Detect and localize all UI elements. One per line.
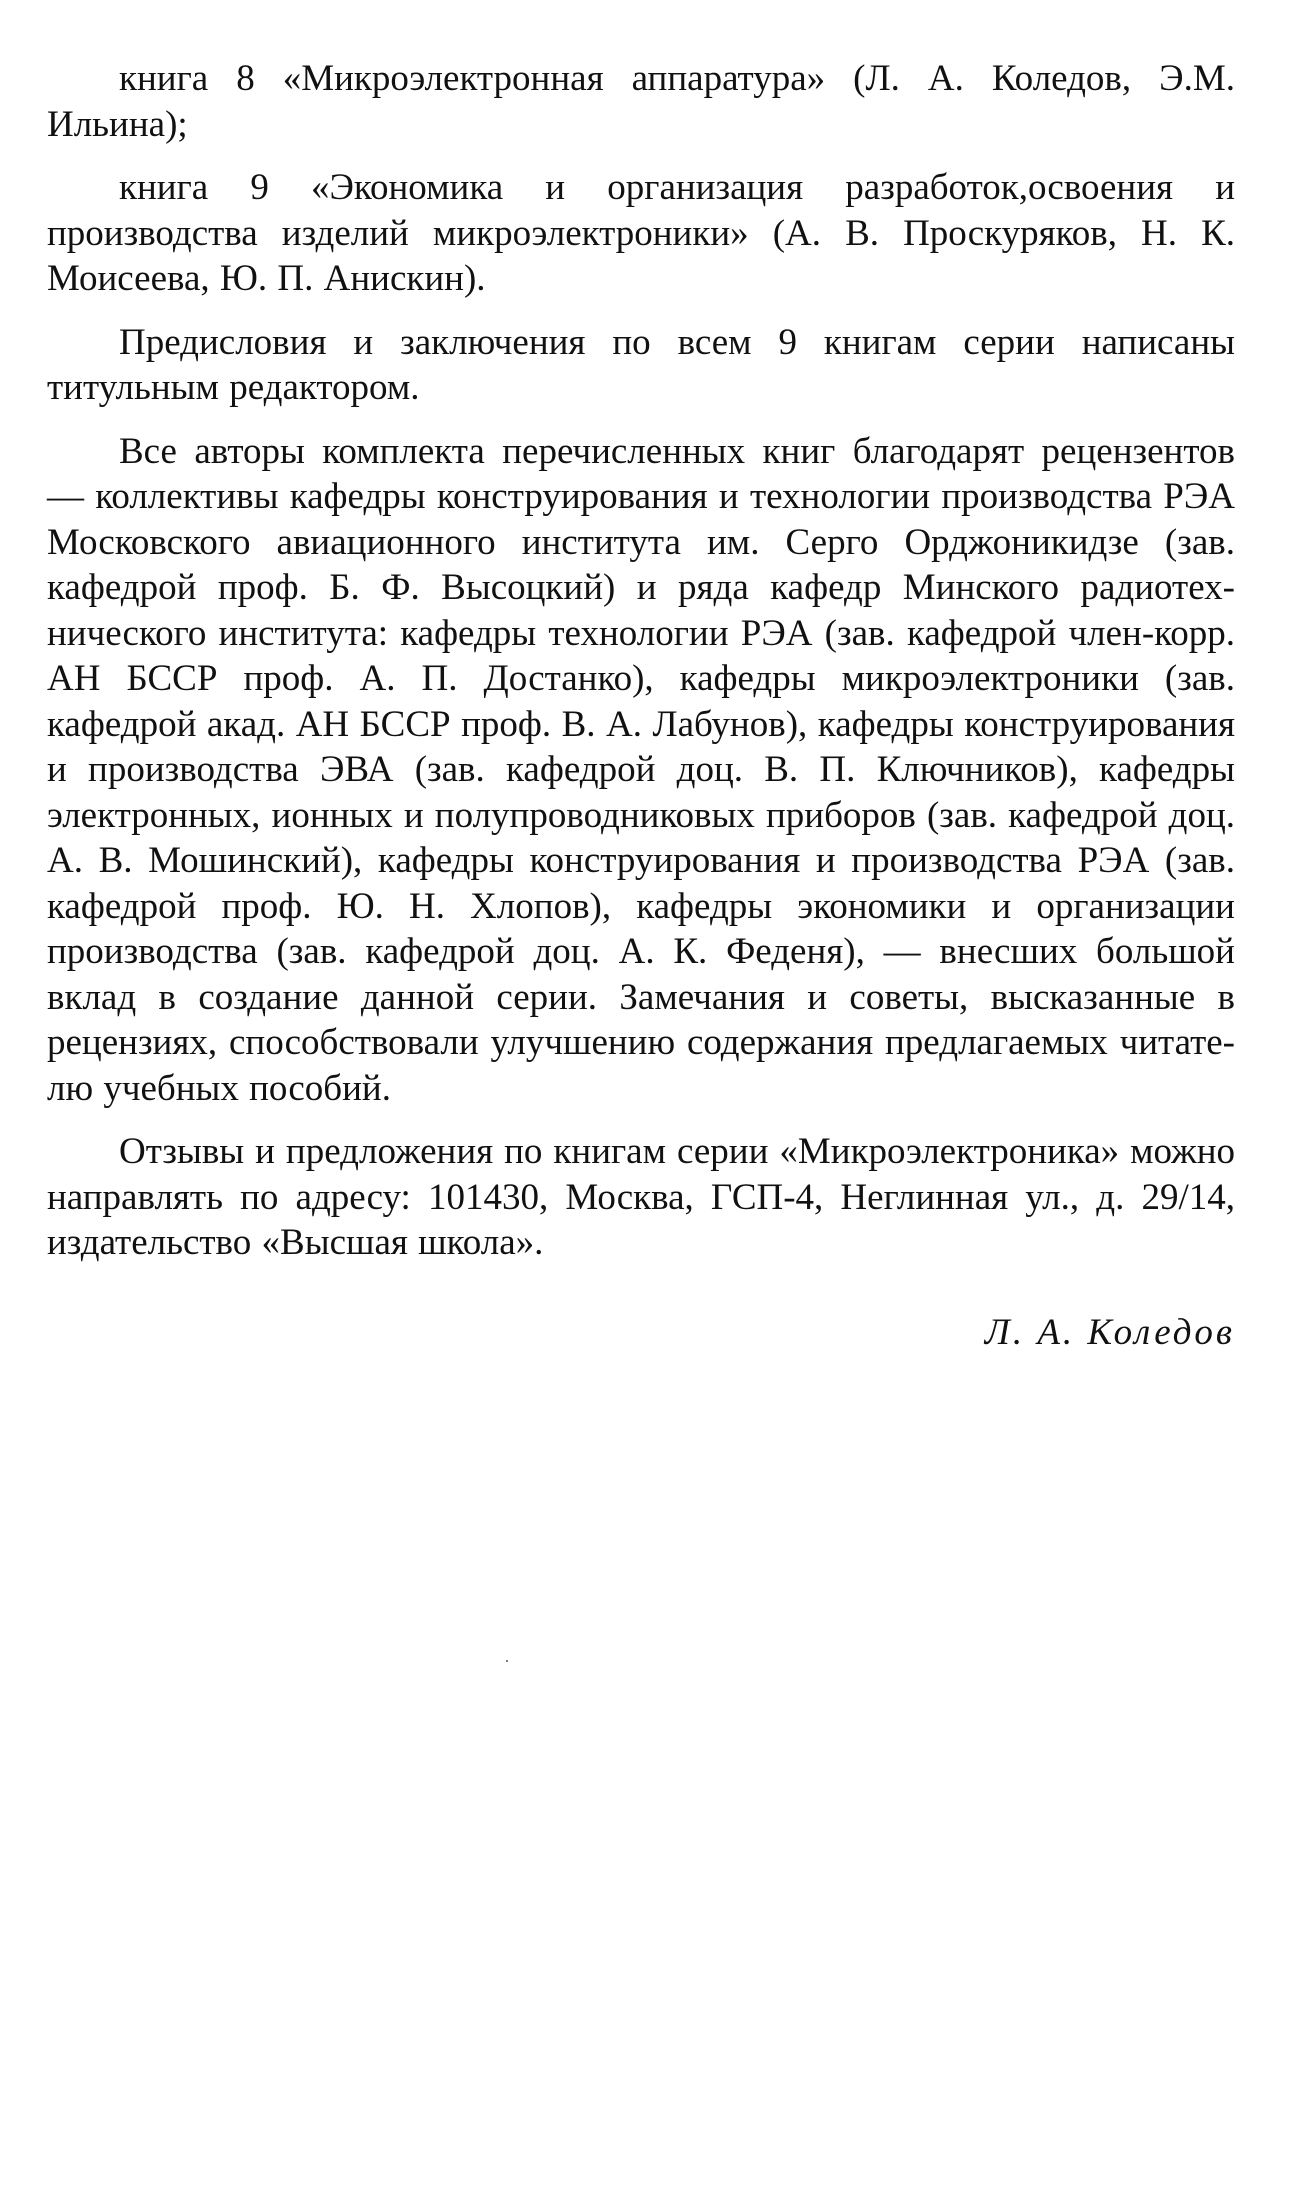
author-signature: Л. А. Коледов	[984, 1311, 1235, 1353]
paragraph-book-8: книга 8 «Микроэлектронная аппаратура» (Л. А. Коледов, Э.М. Ильина);	[47, 58, 1235, 145]
document-page	[47, 56, 1235, 1355]
paragraph-feedback-address: Отзывы и предложения по книгам серии «Микроэлектроника» можно направлять по адресу: 101430, Москва, ГСП-4, Неглинная ул., д. 29/14, издательство «Высшая школа».	[47, 1131, 1235, 1263]
paragraph-acknowledgements: Все авторы комплекта перечисленных книг благодарят рецензентов — коллективы кафедры конструирования и технологии производства РЭА Московского авиационного института им. Серго Орджоникидзе (зав. кафедрой проф. Б. Ф. Высоцкий) и ряда кафедр Минского радиотехнического института: кафедры технологии РЭА (зав. кафедрой член-корр. АН БССР проф. А. П. Достанко), кафедры микроэлектроники (зав. кафедрой акад. АН БССР проф. В. А. Лабунов), кафедры конструирования и производства ЭВА (зав. кафедрой доц. В. П. Ключников), кафедры электронных, ионных и полупроводниковых приборов (зав. кафедрой доц. А. В. Мошинский), кафедры конструирования и производства РЭА (зав. кафедрой проф. Ю. Н. Хлопов), кафедры экономики и организации производства (зав. кафедрой доц. А. К. Феденя), — внесших большой вклад в создание данной серии. Замечания и советы, высказанные в рецензиях, способствовали улучшению содержания предлагаемых читателю учебных пособий.	[47, 430, 1235, 1109]
paragraph-book-9: книга 9 «Экономика и организация разработок,освоения и производства изделий микроэлектроники» (А. В. Проскуряков, Н. К. Моисеева, Ю. П. Анискин).	[47, 167, 1235, 299]
paragraph-prefaces: Предисловия и заключения по всем 9 книгам серии написаны титульным редактором.	[47, 321, 1235, 408]
scan-speck	[506, 1660, 508, 1662]
